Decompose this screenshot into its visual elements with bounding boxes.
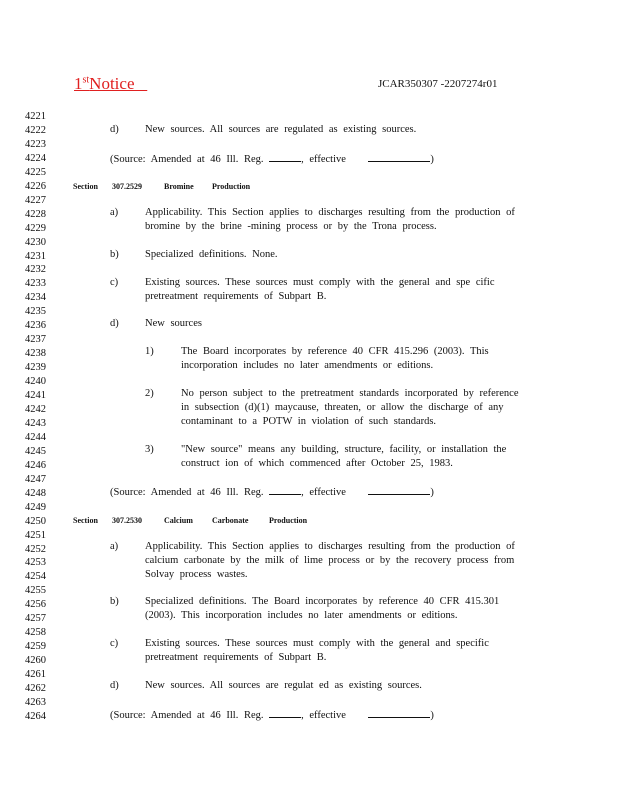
applicability-text: calcium carbonate by the milk of lime process or by the recovery process from (145, 555, 515, 566)
source-note: (Source: Amended at 46 Ill. Reg. , effective ) (110, 484, 434, 499)
line-number: 4234 (25, 292, 46, 304)
line-number: 4240 (25, 376, 46, 388)
line-number: 4244 (25, 431, 46, 443)
prohibition-text: No person subject to the pretreatment standards incorporated by reference (181, 388, 519, 399)
section-word: Section (73, 516, 98, 525)
line-number: 4264 (25, 710, 46, 722)
item-d-label: d) (110, 680, 119, 691)
line-number: 4222 (25, 125, 46, 136)
section-title: Bromine (164, 182, 194, 191)
item-b-label: b) (110, 596, 119, 607)
section-title: Production (269, 516, 308, 525)
line-number: 4225 (25, 166, 46, 178)
line-number: 4256 (25, 599, 46, 611)
effective-blank (368, 151, 430, 162)
first-notice-heading: 1stNotice (74, 74, 135, 93)
line-number: 4259 (25, 641, 46, 653)
line-number: 4232 (25, 264, 46, 276)
section-number: 307.2530 (112, 516, 142, 525)
line-number: 4235 (25, 306, 46, 318)
existing-sources-text: pretreatment requirements of Subpart B. (145, 652, 327, 663)
section-title: Carbonate (212, 516, 249, 525)
line-number: 4237 (25, 334, 46, 346)
line-number: 4223 (25, 138, 46, 150)
line-number: 4242 (25, 403, 46, 415)
section-word: Section (73, 182, 98, 191)
line-number: 4241 (25, 390, 46, 401)
incorporation-text: The Board incorporates by reference 40 CFR 415.296 (2003). This (181, 346, 489, 357)
incorporation-text: incorporation includes no later amendments or editions. (181, 360, 434, 371)
applicability-text: Applicability. This Section applies to discharges resulting from the production of (145, 207, 515, 218)
line-number: 4249 (25, 501, 46, 513)
new-sources-text: New sources (145, 318, 202, 329)
line-number: 4230 (25, 236, 46, 248)
definitions-text: (2003). This incorporation includes no later amendments or editions. (145, 610, 458, 621)
section-number: 307.2529 (112, 182, 142, 191)
item-a-label: a) (110, 207, 119, 218)
new-sources-text: New sources. All sources are regulat ed as existing sources. (145, 680, 422, 691)
existing-sources-text: Existing sources. These sources must comply with the general and spe cific (145, 277, 495, 288)
line-number: 4251 (25, 529, 46, 541)
line-number: 4226 (25, 180, 46, 192)
line-number: 4243 (25, 417, 46, 429)
line-number: 4238 (25, 348, 46, 360)
effective-blank (368, 484, 430, 495)
line-number: 4248 (25, 487, 46, 499)
section-title: Calcium (164, 516, 193, 525)
line-number: 4258 (25, 627, 46, 639)
line-number: 4245 (25, 445, 46, 457)
section-title: Production (212, 182, 251, 191)
line-number: 4239 (25, 362, 46, 374)
item-d-label: d) (110, 318, 119, 329)
line-number: 4262 (25, 682, 46, 694)
source-note: (Source: Amended at 46 Ill. Reg. , effective ) (110, 151, 434, 166)
subitem-3-label: 3) (145, 444, 154, 455)
line-number: 4261 (25, 669, 46, 680)
new-source-definition-text: "New source" means any building, structure, facility, or installation the (181, 444, 507, 455)
line-number: 4250 (25, 515, 46, 527)
new-source-definition-text: construct ion of which commenced after October 25, 1983. (181, 458, 453, 469)
line-number: 4228 (25, 208, 46, 220)
item-c-label: c) (110, 277, 119, 288)
item-c-label: c) (110, 638, 119, 649)
reg-blank (269, 151, 301, 162)
item-a-label: a) (110, 541, 119, 552)
applicability-text: Solvay process wastes. (145, 569, 248, 580)
jcar-document-code: JCAR350307 -2207274r01 (378, 78, 498, 90)
item-b-label: b) (110, 249, 119, 260)
reg-blank (269, 484, 301, 495)
line-number: 4246 (25, 459, 46, 471)
effective-blank (368, 707, 430, 718)
applicability-text: Applicability. This Section applies to discharges resulting from the production of (145, 541, 515, 552)
line-number: 4247 (25, 473, 46, 485)
definitions-text: Specialized definitions. None. (145, 249, 278, 260)
line-number: 4227 (25, 194, 46, 206)
line-number: 4253 (25, 557, 46, 569)
line-number: 4229 (25, 222, 46, 234)
line-number: 4252 (25, 543, 46, 555)
item-d-label: d) (110, 124, 119, 135)
line-number: 4221 (25, 111, 46, 122)
subitem-2-label: 2) (145, 388, 154, 399)
line-number: 4263 (25, 696, 46, 708)
line-number: 4260 (25, 655, 46, 666)
line-number: 4254 (25, 571, 46, 583)
existing-sources-text: pretreatment requirements of Subpart B. (145, 291, 327, 302)
line-number: 4257 (25, 613, 46, 625)
line-number: 4236 (25, 320, 46, 332)
prohibition-text: in subsection (d)(1) maycause, threaten, or allow the discharge of any (181, 402, 504, 413)
line-number: 4224 (25, 152, 46, 164)
line-number: 4233 (25, 278, 46, 290)
reg-blank (269, 707, 301, 718)
applicability-text: bromine by the brine -mining process or by the Trona process. (145, 221, 437, 232)
prohibition-text: contaminant to a POTW in violation of such standards. (181, 416, 437, 427)
subitem-1-label: 1) (145, 346, 154, 357)
line-number: 4231 (25, 250, 46, 262)
line-number: 4255 (25, 585, 46, 597)
definitions-text: Specialized definitions. The Board incorporates by reference 40 CFR 415.301 (145, 596, 500, 607)
source-note: (Source: Amended at 46 Ill. Reg. , effective ) (110, 707, 434, 722)
new-sources-text: New sources. All sources are regulated as existing sources. (145, 124, 417, 135)
existing-sources-text: Existing sources. These sources must comply with the general and specific (145, 638, 489, 649)
